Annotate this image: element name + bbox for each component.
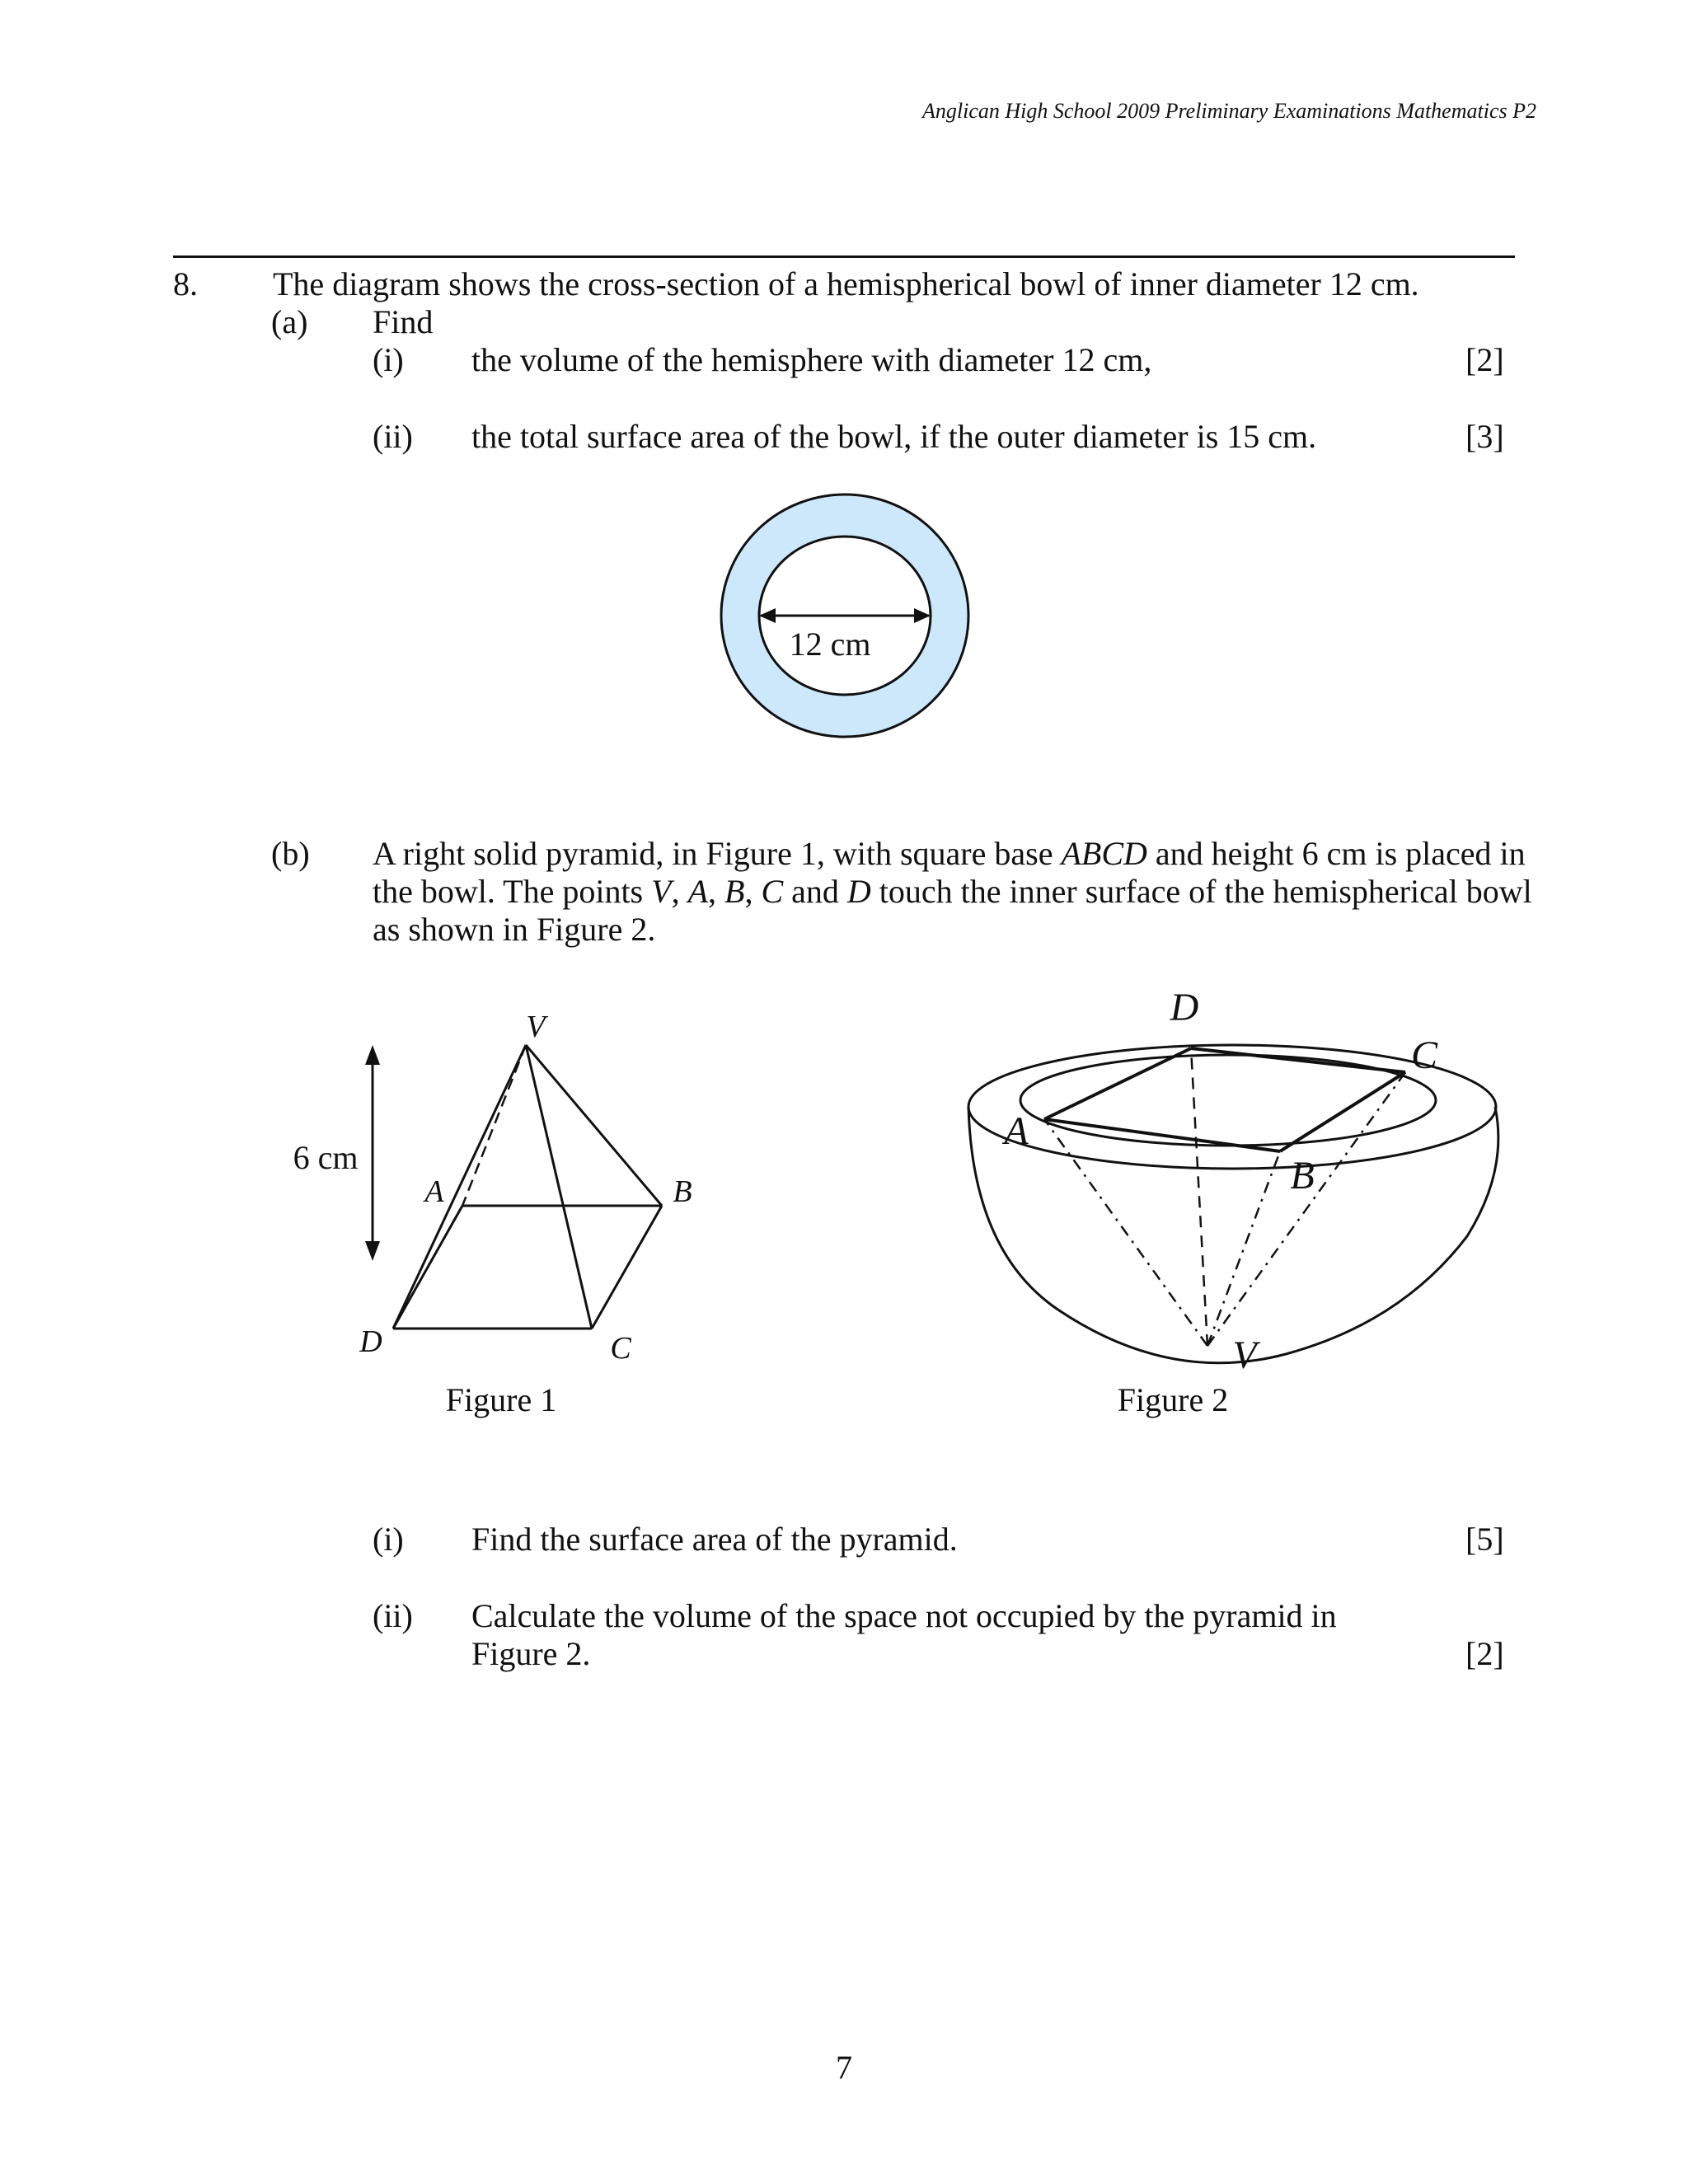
- part-b-line-1: A right solid pyramid, in Figure 1, with square base ABCD and height 6 cm is placed in: [373, 835, 1526, 872]
- fig2-label-C: C: [1410, 1033, 1438, 1077]
- part-a-ii-label: (ii): [373, 418, 413, 455]
- fig2-label-B: B: [1290, 1154, 1315, 1197]
- fig2-label-V: V: [1232, 1333, 1257, 1377]
- question-intro: The diagram shows the cross-section of a hemispherical bowl of inner diameter 12 cm.: [273, 265, 1419, 302]
- fig1-label-C: C: [610, 1331, 631, 1366]
- part-b-ii-line-1: Calculate the volume of the space not occupied by the pyramid in: [471, 1597, 1337, 1634]
- fig1-label-D: D: [359, 1324, 382, 1359]
- fig2-edge-CB: [1280, 1072, 1405, 1151]
- fig2-edge-VC: [1207, 1072, 1405, 1346]
- fig2-label-A: A: [1004, 1109, 1029, 1153]
- part-a-lead: Find: [373, 303, 434, 340]
- part-b-line-2: the bowl. The points V, A, B, C and D touch the inner surface of the hemispherical bowl: [373, 873, 1532, 910]
- figure-2-caption: Figure 2: [1117, 1381, 1229, 1418]
- diameter-label: 12 cm: [789, 626, 871, 663]
- fig1-label-A: A: [424, 1174, 444, 1209]
- part-b-line-3: as shown in Figure 2.: [373, 911, 656, 948]
- part-a-i-marks: [2]: [1465, 341, 1504, 378]
- part-a-ii-text: the total surface area of the bowl, if the outer diameter is 15 cm.: [471, 418, 1317, 455]
- page-number: 7: [836, 2049, 852, 2086]
- part-b-i-marks: [5]: [1465, 1521, 1504, 1558]
- part-b-ii-line-2: Figure 2.: [471, 1635, 591, 1672]
- fig1-label-B: B: [673, 1174, 692, 1209]
- fig2-edge-VD: [1191, 1048, 1207, 1346]
- question-number: 8.: [173, 265, 198, 302]
- part-b-i-label: (i): [373, 1521, 404, 1558]
- part-a-i-label: (i): [373, 341, 404, 378]
- part-b-ii-label: (ii): [373, 1597, 413, 1634]
- part-a-ii-marks: [3]: [1465, 418, 1504, 455]
- part-a-label: (a): [271, 303, 308, 340]
- page-header: Anglican High School 2009 Preliminary Examinations Mathematics P2: [922, 99, 1536, 123]
- fig1-label-V: V: [526, 1010, 546, 1044]
- fig2-label-D: D: [1170, 986, 1199, 1029]
- fig2-edge-DC: [1191, 1048, 1405, 1072]
- part-b-i-text: Find the surface area of the pyramid.: [471, 1521, 958, 1558]
- part-b-label: (b): [271, 835, 310, 872]
- fig2-edge-VA: [1044, 1119, 1207, 1346]
- part-b-ii-marks: [2]: [1465, 1635, 1504, 1672]
- fig2-edge-VB: [1207, 1151, 1280, 1346]
- part-a-i-text: the volume of the hemisphere with diameter 12 cm,: [471, 341, 1152, 378]
- figure-1-caption: Figure 1: [445, 1381, 557, 1418]
- fig2-edge-BA: [1044, 1119, 1280, 1151]
- height-label: 6 cm: [293, 1139, 359, 1176]
